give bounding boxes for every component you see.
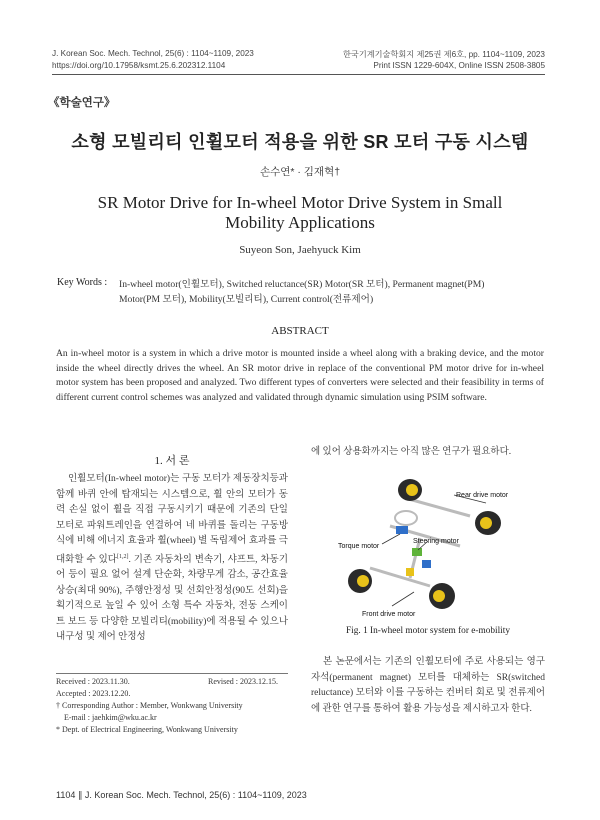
figure-caption: Fig. 1 In-wheel motor system for e-mobility (346, 626, 510, 636)
doi-link[interactable]: https://doi.org/10.17958/ksmt.25.6.202312.1104 (52, 61, 226, 70)
accepted-date: Accepted : 2023.12.20. (56, 689, 131, 698)
label-front-drive-motor: Front drive motor (362, 611, 416, 618)
wheel-front-right (429, 583, 455, 609)
figure-in-wheel-motor (310, 468, 546, 620)
right-paragraph-text: 본 논문에서는 기존의 인휠모터에 주로 사용되는 영구자석(permanent magnet) 모터를 대체하는 SR(switched reluctance) 모터와 이를 구동하는 컨버터 회로 및 전류제어에 관한 연구를 통하여 활용 가능성을 제시하고자 한다. (311, 657, 545, 714)
header-rule (52, 74, 545, 75)
wheel-front-left (348, 569, 372, 593)
abstract-title: ABSTRACT (271, 325, 329, 337)
authors-english: Suyeon Son, Jaehyuck Kim (239, 244, 361, 256)
intro-paragraph (56, 472, 288, 646)
received-date: Received : 2023.11.30. (56, 677, 130, 686)
category-label: 《학술연구》 (48, 97, 116, 109)
steering-motor-block (412, 548, 422, 556)
journal-citation: J. Korean Soc. Mech. Technol, 25(6) : 1104~1109, 2023 (52, 49, 254, 58)
right-column-paragraph (311, 655, 545, 717)
title-english (40, 193, 560, 233)
drive-block (406, 568, 414, 576)
citation-ref[interactable]: [1,2] (116, 553, 129, 560)
torque-motor-block (396, 526, 408, 534)
label-rear-drive-motor: Rear drive motor (456, 492, 509, 499)
keywords-label: Key Words : (57, 277, 108, 288)
authors-korean: 손수연* · 김재혁† (259, 166, 341, 178)
intro-text-a: 인휠모터(In-wheel motor)는 구동 모터가 제동장치등과 함께 바퀴 안에 탑재되는 시스템으로, 휠 안의 모터가 동력 손실 없이 휠을 직접 구동시키기 때문에 기존의 단일 모터로 파워트레인을 연결하여 네 바퀴를 돌리는 구동방식에 비해 에너지 효율과 휠(wheel) 별 독립제어 효과를 극대화할 수 있다 (56, 474, 288, 565)
issn: Print ISSN 1229-604X, Online ISSN 2508-3805 (373, 61, 545, 70)
gear-block (422, 560, 431, 568)
keywords-list (119, 277, 484, 307)
right-column-intro-line: 에 있어 상용화까지는 아직 많은 연구가 필요하다. (311, 447, 512, 457)
wheel-rear-left (398, 479, 422, 501)
corresponding-author: † Corresponding Author : Member, Wonkwang University (56, 701, 243, 710)
page-footer: 1104 ∥ J. Korean Soc. Mech. Technol, 25(6) : 1104~1109, 2023 (56, 790, 307, 800)
wheel-rear-right (475, 511, 501, 535)
intro-text-b: . 기존 자동차의 변속기, 샤프트, 차동기어 등이 필요 없어 설계 단순화, 차량무게 감소, 공간효율 상승(최대 90%), 주행안정성 및 선회안정성(90도 선회)을 획기적으로 높일 수 있어 소형 특수 자동차, 전동 스케이트 보드 등 다양한 모빌리티(mobility)에 적용될 수 있으나 내구성 및 제어 안정성 (56, 554, 289, 643)
label-steering-motor: Steering motor (413, 538, 459, 545)
author-email[interactable]: E-mail : jaehkim@wku.ac.kr (64, 713, 157, 722)
title-english-line1: SR Motor Drive for In-wheel Motor Drive System in Small (97, 193, 503, 212)
journal-citation-ko: 한국기계기술학회지 제25권 제6호, pp. 1104~1109, 2023 (343, 50, 545, 59)
title-english-line2: Mobility Applications (225, 213, 375, 232)
section-heading-intro: 1. 서 론 (154, 455, 190, 467)
steering-wheel (395, 511, 417, 525)
footnote-rule (56, 673, 288, 674)
author-affiliation: * Dept. of Electrical Engineering, Wonkwang University (56, 725, 238, 734)
keywords-line1: In-wheel motor(인휠모터), Switched reluctance(SR) Motor(SR 모터), Permanent magnet(PM) (119, 279, 485, 290)
keywords-line2: Motor(PM 모터), Mobility(모빌리티), Current control(전류제어) (119, 294, 374, 305)
label-torque-motor: Torque motor (338, 543, 380, 550)
title-korean: 소형 모빌리티 인휠모터 적용을 위한 SR 모터 구동 시스템 (71, 132, 529, 152)
revised-date: Revised : 2023.12.15. (208, 677, 278, 686)
abstract-text: An in-wheel motor is a system in which a drive motor is mounted inside a wheel along with a braking device, and the motor inside the wheel directly drives the wheel. An SR motor drive in replace of the conventional PM motor drive for in-wheel motor system has been proposed and analyzed. Two different types of converters were selected and their feasibility in terms of different current control schemes was analyzed and validated through dynamic simulation using PSIM software. (56, 348, 544, 403)
